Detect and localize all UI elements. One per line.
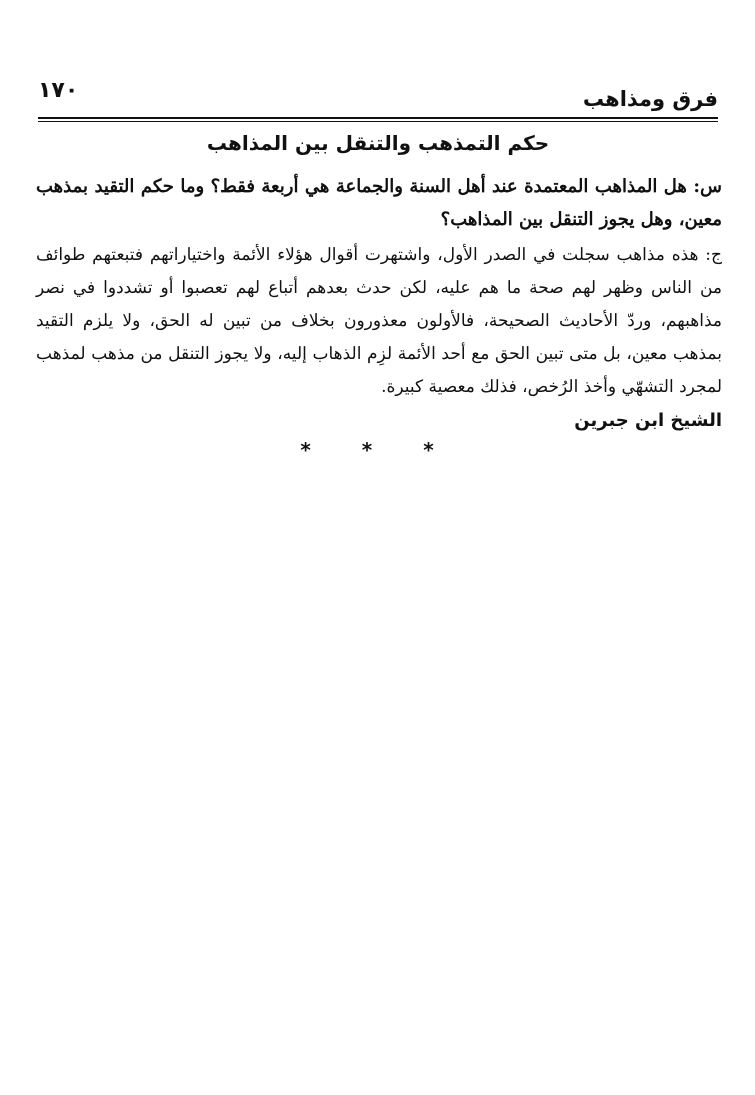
section-title: حكم التمذهب والتنقل بين المذاهب: [206, 131, 550, 155]
page-number: ١٧٠: [38, 78, 79, 103]
header-rule-thin: [38, 121, 718, 122]
page-header: [38, 72, 718, 116]
header-rule-thick: [38, 117, 718, 119]
body-text: [36, 170, 722, 436]
book-title: فرق ومذاهب: [582, 87, 718, 111]
section-separator: * * *: [300, 438, 456, 462]
question-paragraph: س: هل المذاهب المعتمدة عند أهل السنة والجماعة هي أربعة فقط؟ وما حكم التقيد بمذهب معين، وهل يجوز التنقل بين المذاهب؟: [36, 176, 722, 230]
author-signature: الشيخ ابن جبرين: [574, 410, 722, 431]
answer-paragraph: ج: هذه مذاهب سجلت في الصدر الأول، واشتهرت أقوال هؤلاء الأئمة واختياراتهم فتبعتهم طوائف من الناس وظهر لهم صحة ما هم عليه، لكن حدث بعدهم أتباع لهم تعصبوا أو تشددوا في نصر مذاهبهم، وردّ الأحاديث الصحيحة، فالأولون معذورون بخلاف من تبين له الحق، ولا يلزم التقيد بمذهب معين، بل متى تبين الحق مع أحد الأئمة لزِم الذهاب إليه، ولا يجوز التنقل من مذهب لمذهب لمجرد التشهّي وأخذ الرُخص، فذلك معصية كبيرة.: [36, 245, 722, 397]
